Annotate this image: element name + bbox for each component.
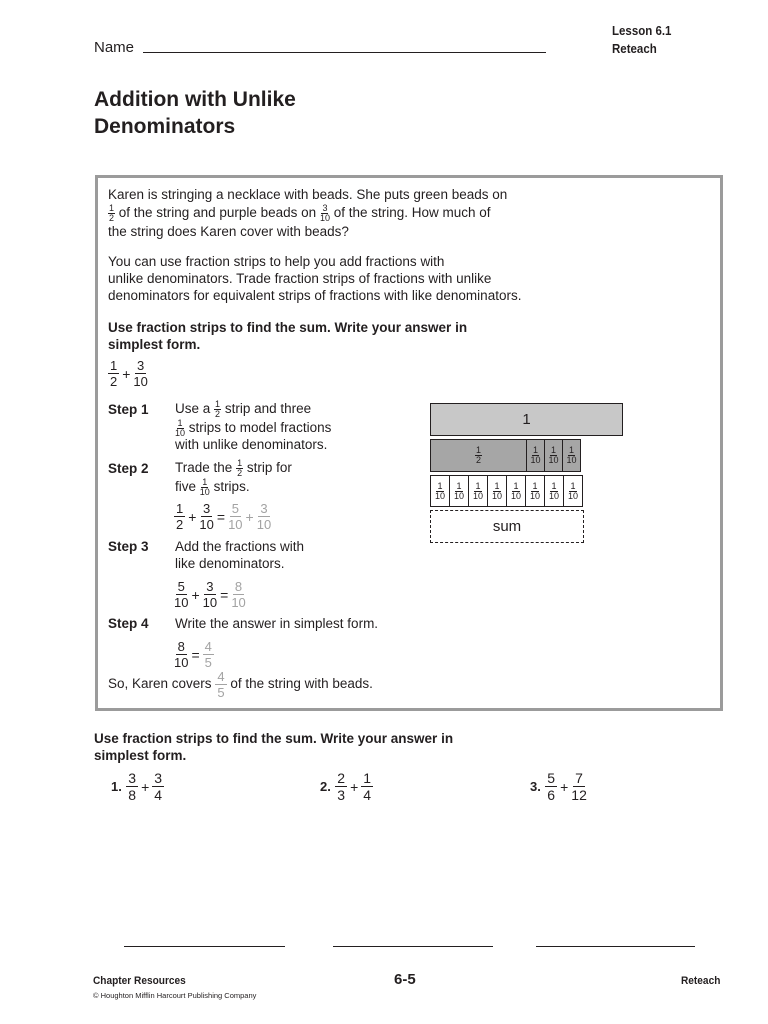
fraction-one-half: $\frac{1}{2}$ (109, 203, 115, 223)
tenth-strip: $\frac{1}{10}$ (487, 475, 507, 507)
step-2-label: Step 2 (108, 461, 149, 476)
step-2-text: Trade the $\frac{1}{2}$ strip for five $\frac{1}{10}$ strips. (175, 458, 292, 497)
name-label: Name (94, 39, 135, 56)
practice-item-3: 3. $\frac{5}{6}$ + $\frac{7}{12}$ (530, 770, 587, 803)
step-3-equation: $\frac{5}{10}$ + $\frac{3}{10}$ = $\frac{8}{10}$ (174, 579, 246, 610)
tenth-strip: $\frac{1}{10}$ (544, 439, 563, 472)
tenth-strips-row-1 (526, 439, 581, 472)
tenth-strip: $\frac{1}{10}$ (468, 475, 488, 507)
step-1-label: Step 1 (108, 402, 149, 417)
footer-chapter-resources: Chapter Resources (93, 975, 186, 987)
answer-line-2[interactable] (333, 946, 493, 947)
tenth-strip: $\frac{1}{10}$ (449, 475, 469, 507)
tenth-strips-row-2 (430, 475, 583, 507)
page-title: Addition with Unlike Denominators (94, 88, 296, 138)
practice-instructions: Use fraction strips to find the sum. Write your answer in simplest form. (94, 731, 454, 763)
tenth-strip: $\frac{1}{10}$ (526, 439, 545, 472)
step-3-text: Add the fractions with like denominators. (175, 539, 305, 571)
instructions: Use fraction strips to find the sum. Write your answer in simplest form. (108, 320, 468, 352)
intro-paragraph: Karen is stringing a necklace with beads. She puts green beads on $\frac{1}{2}$ of the string and purple beads on $\frac{3}{10}$ of the string. How much of the string does Karen cover with beads? (108, 187, 508, 239)
tenth-strip: $\frac{1}{10}$ (563, 475, 583, 507)
explanation-paragraph: You can use fraction strips to help you add fractions with unlike denominators. Trade fraction strips of fractions with unlike denominators for equivalent strips of fractions with like denominators. (108, 254, 522, 303)
step-4-label: Step 4 (108, 616, 149, 631)
whole-strip: 1 (430, 403, 623, 436)
step-1-text: Use a $\frac{1}{2}$ strip and three $\frac{1}{10}$ strips to model fractions with unlike denominators. (175, 399, 332, 452)
tenth-strip: $\frac{1}{10}$ (506, 475, 526, 507)
step-4-text: Write the answer in simplest form. (175, 616, 379, 631)
fraction-three-tenths: $\frac{3}{10}$ (319, 203, 330, 223)
footer-copyright: © Houghton Mifflin Harcourt Publishing Company (93, 991, 257, 1000)
sum-strip: sum (430, 510, 584, 543)
name-field-line[interactable] (143, 52, 546, 53)
answer-line-1[interactable] (124, 946, 285, 947)
lesson-label: Lesson 6.1 Reteach (612, 24, 672, 56)
tenth-strip: $\frac{1}{10}$ (544, 475, 564, 507)
answer-line-3[interactable] (536, 946, 695, 947)
half-strip: $\frac{1}{2}$ (430, 439, 527, 472)
problem-expression: $\frac{1}{2}$ + $\frac{3}{10}$ (110, 358, 148, 389)
practice-item-1: 1. $\frac{3}{8}$ + $\frac{3}{4}$ (111, 770, 163, 803)
conclusion: So, Karen covers $\frac{4}{5}$ of the string with beads. (108, 669, 373, 700)
tenth-strip: $\frac{1}{10}$ (562, 439, 581, 472)
step-3-label: Step 3 (108, 539, 149, 554)
practice-item-2: 2. $\frac{2}{3}$ + $\frac{1}{4}$ (320, 770, 372, 803)
tenth-strip: $\frac{1}{10}$ (525, 475, 545, 507)
step-2-equation: $\frac{1}{2}$ + $\frac{3}{10}$ = $\frac{5}{10}$ + $\frac{3}{10}$ (176, 501, 272, 532)
step-4-equation: $\frac{8}{10}$ = $\frac{4}{5}$ (174, 639, 212, 670)
page-number: 6-5 (394, 971, 416, 988)
footer-reteach: Reteach (681, 975, 721, 987)
tenth-strip: $\frac{1}{10}$ (430, 475, 450, 507)
